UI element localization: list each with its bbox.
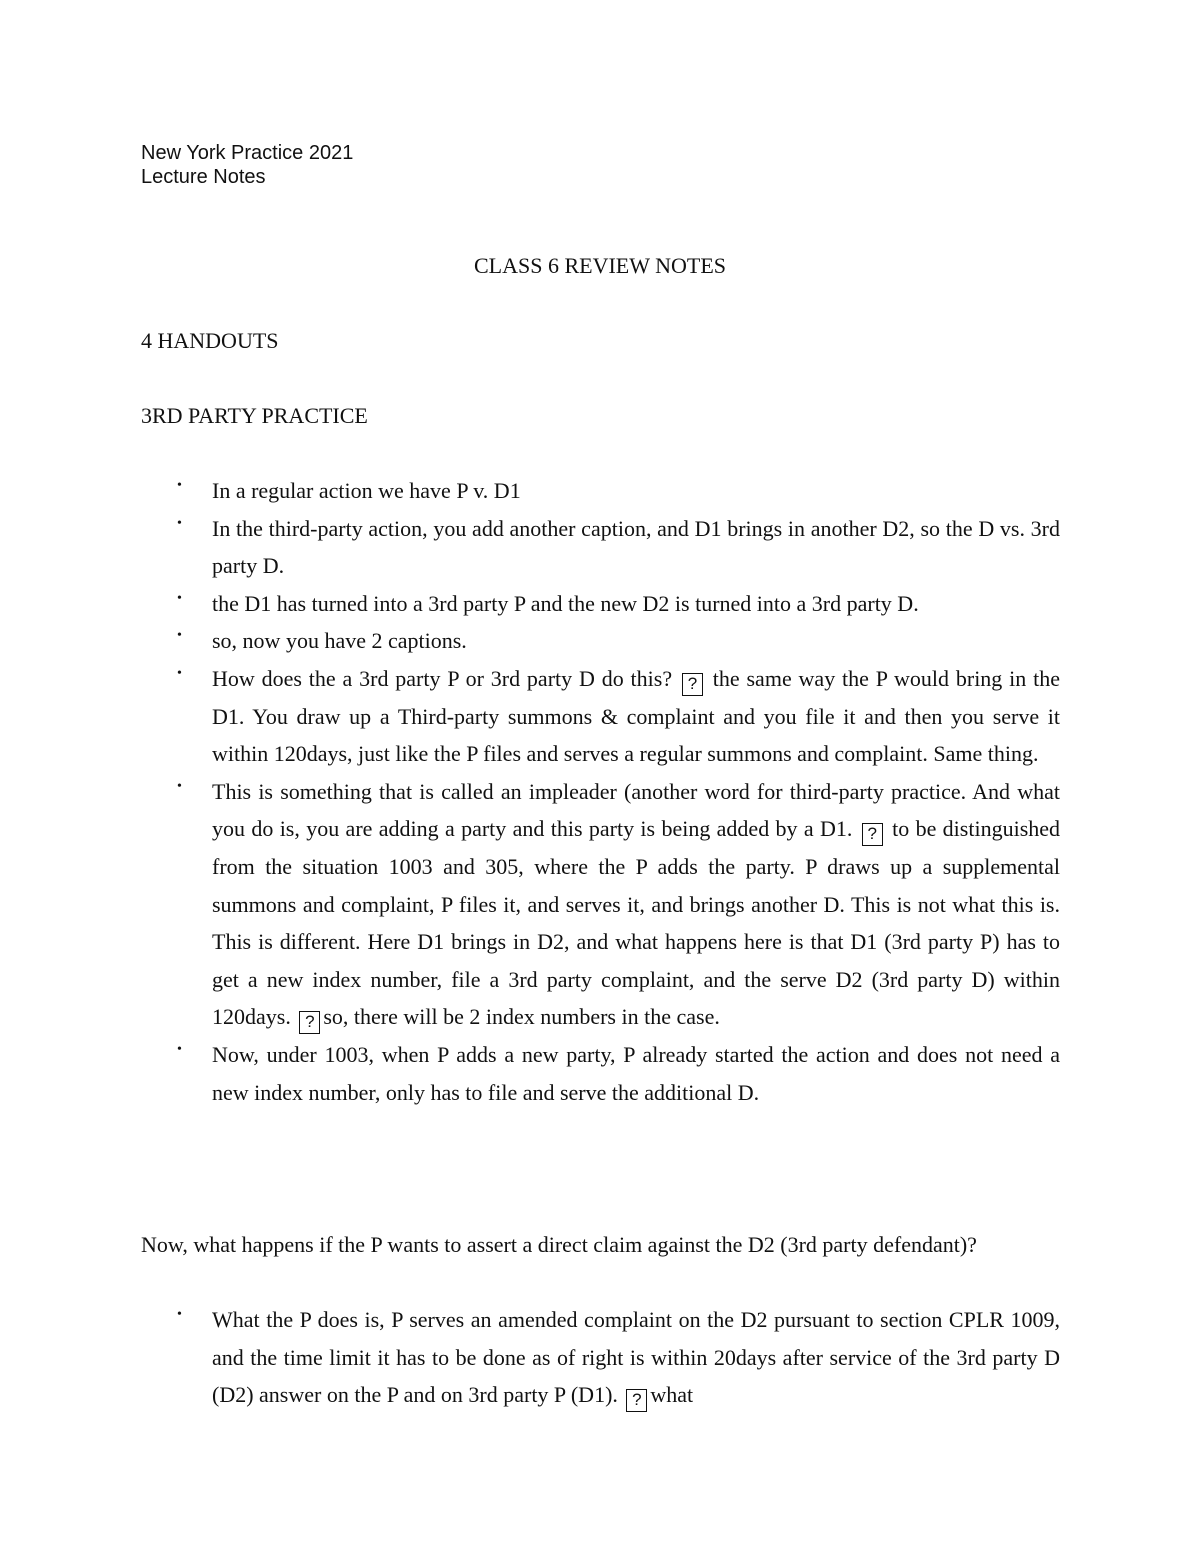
bullet-icon: • <box>177 1041 182 1057</box>
list-item-text: This is something that is called an impleader (another word for third-party practice. And what you do is, you are adding a party and this party is being added by a D1. <box>212 778 1060 842</box>
bullet-icon: • <box>177 665 182 681</box>
list-item-text: How does the a 3rd party P or 3rd party D do this? <box>212 665 673 691</box>
body-paragraph: Now, what happens if the P wants to assert a direct claim against the D2 (3rd party defendant)? <box>141 1232 977 1257</box>
list-item-text: In the third-party action, you add another caption, and D1 brings in another D2, so the D vs. 3rd party D. <box>212 515 1060 579</box>
list-item-text: the same way the P would bring in the D1. You draw up a Third-party summons & complaint and you file it and then you serve it within 120days, just like the P files and serves a regular summons and complaint. Same thing. <box>212 665 1060 767</box>
unknown-glyph-icon: ? <box>682 673 703 696</box>
list-item-text: the D1 has turned into a 3rd party P and the new D2 is turned into a 3rd party D. <box>212 590 919 616</box>
section-heading: 3RD PARTY PRACTICE <box>141 403 368 428</box>
list-item <box>177 510 1060 585</box>
bullet-list <box>177 472 1061 1111</box>
bullet-icon: • <box>177 1307 182 1322</box>
bullet-list-2 <box>177 1301 1060 1414</box>
list-item <box>177 622 1060 660</box>
unknown-glyph-icon: ? <box>299 1011 320 1034</box>
handouts-heading: 4 HANDOUTS <box>141 328 279 353</box>
bullet-icon: • <box>177 590 182 606</box>
course-title: New York Practice 2021 <box>141 142 354 164</box>
list-item-text: so, there will be 2 index numbers in the case. <box>323 1004 720 1030</box>
list-item-text: What the P does is, P serves an amended complaint on the D2 pursuant to section CPLR 1009, and the time limit it has to be done as of right is within 20days after service of the 3rd party D (D2) answer on the P and on 3rd party P (D1). <box>212 1307 1060 1408</box>
list-item <box>177 1301 1060 1414</box>
list-item <box>177 585 1060 623</box>
list-item <box>177 1036 1060 1111</box>
unknown-glyph-icon: ? <box>862 823 883 846</box>
list-item <box>177 773 1061 1036</box>
list-item <box>177 472 1060 510</box>
list-item-text: Now, under 1003, when P adds a new party, P already started the action and does not need a new index number, only has to file and serve the additional D. <box>212 1041 1060 1105</box>
bullet-icon: • <box>177 778 182 794</box>
bullet-icon: • <box>177 478 182 493</box>
document-header <box>141 141 353 189</box>
bullet-icon: • <box>177 628 182 644</box>
list-item-text: to be distinguished from the situation 1003 and 305, where the P adds the party. P draws up a supplemental summons and complaint, P files it, and serves it, and brings another D. This is not what this is. This is different. Here D1 brings in D2, and what happens here is that D1 (3rd party P) has to get a new index number, file a 3rd party complaint, and the serve D2 (3rd party D) within 120days. <box>212 816 1061 1030</box>
list-item-text: so, now you have 2 captions. <box>212 628 467 654</box>
bullet-icon: • <box>177 515 182 531</box>
list-item-text: In a regular action we have P v. D1 <box>212 478 521 503</box>
list-item-text: what <box>650 1382 694 1408</box>
unknown-glyph-icon: ? <box>626 1389 647 1412</box>
document-subtitle: Lecture Notes <box>141 166 266 188</box>
list-item <box>177 660 1060 773</box>
page-title: CLASS 6 REVIEW NOTES <box>474 253 726 278</box>
